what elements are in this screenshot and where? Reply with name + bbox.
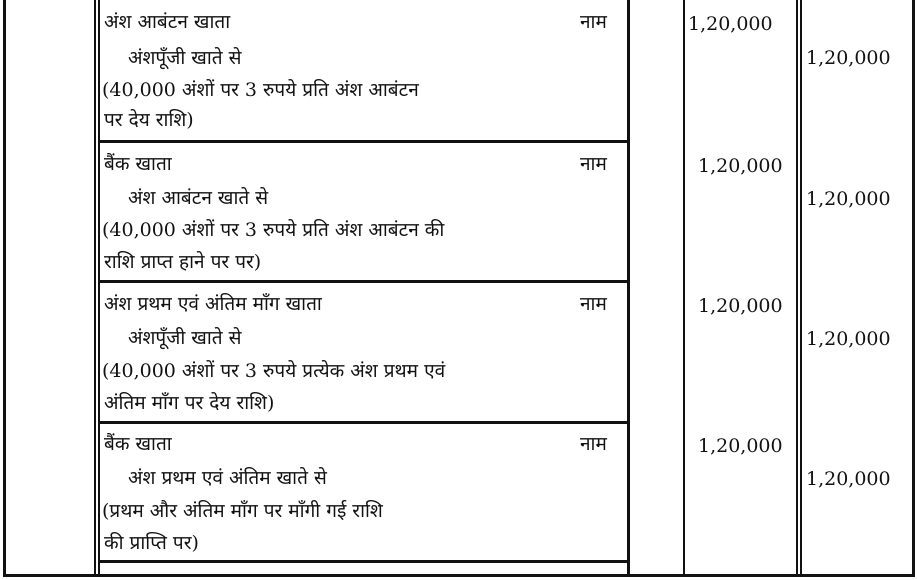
lf-column-rule [683, 0, 685, 576]
credit-account: अंश प्रथम एवं अंतिम खाते से [128, 467, 327, 489]
narration-line: अंतिम माँग पर देय राशि) [104, 392, 275, 414]
credit-account: अंश आबंटन खाते से [128, 187, 269, 209]
entry-separator [98, 560, 629, 563]
credit-amount: 1,20,000 [806, 328, 891, 350]
credit-account: अंशपूँजी खाते से [128, 327, 242, 349]
credit-account: अंशपूँजी खाते से [128, 47, 242, 69]
debit-amount: 1,20,000 [698, 435, 783, 457]
debit-amount: 1,20,000 [698, 155, 783, 177]
entry-separator [98, 421, 629, 424]
debit-account: अंश आबंटन खाता [104, 11, 231, 33]
narration-line: की प्राप्ति पर) [104, 532, 199, 554]
credit-amount: 1,20,000 [806, 188, 891, 210]
narration-line: पर देय राशि) [104, 109, 194, 131]
dr-label: नाम [580, 153, 607, 175]
narration-line: (40,000 अंशों पर 3 रुपये प्रति अंश आबंटन [102, 79, 419, 101]
debit-amount: 1,20,000 [688, 13, 773, 35]
journal-entry [98, 10, 629, 140]
narration-line: राशि प्राप्त हाने पर पर) [104, 251, 262, 273]
debit-inner-rule [800, 0, 802, 576]
narration-line: (प्रथम और अंतिम माँग पर माँगी गई राशि [102, 500, 383, 522]
date-column-rule [94, 0, 96, 576]
debit-account: बैंक खाता [104, 433, 172, 455]
dr-label: नाम [580, 433, 607, 455]
entry-separator [98, 140, 629, 143]
dr-label: नाम [580, 293, 607, 315]
narration-line: (40,000 अंशों पर 3 रुपये प्रति अंश आबंटन की [102, 219, 445, 241]
journal-entry [98, 152, 629, 280]
journal-entry [98, 292, 629, 421]
debit-account: बैंक खाता [104, 153, 172, 175]
credit-amount: 1,20,000 [806, 47, 891, 69]
narration-line: (40,000 अंशों पर 3 रुपये प्रत्येक अंश प्रथम एवं [102, 360, 446, 382]
journal-entry [98, 432, 629, 560]
debit-column-rule [796, 0, 798, 576]
dr-label: नाम [580, 11, 607, 33]
debit-account: अंश प्रथम एवं अंतिम माँग खाता [104, 293, 322, 315]
entry-separator [98, 280, 629, 283]
table-bottom-rule [3, 574, 915, 577]
table-border-left [3, 0, 6, 576]
table-border-right [912, 0, 915, 576]
credit-amount: 1,20,000 [806, 468, 891, 490]
debit-amount: 1,20,000 [698, 295, 783, 317]
